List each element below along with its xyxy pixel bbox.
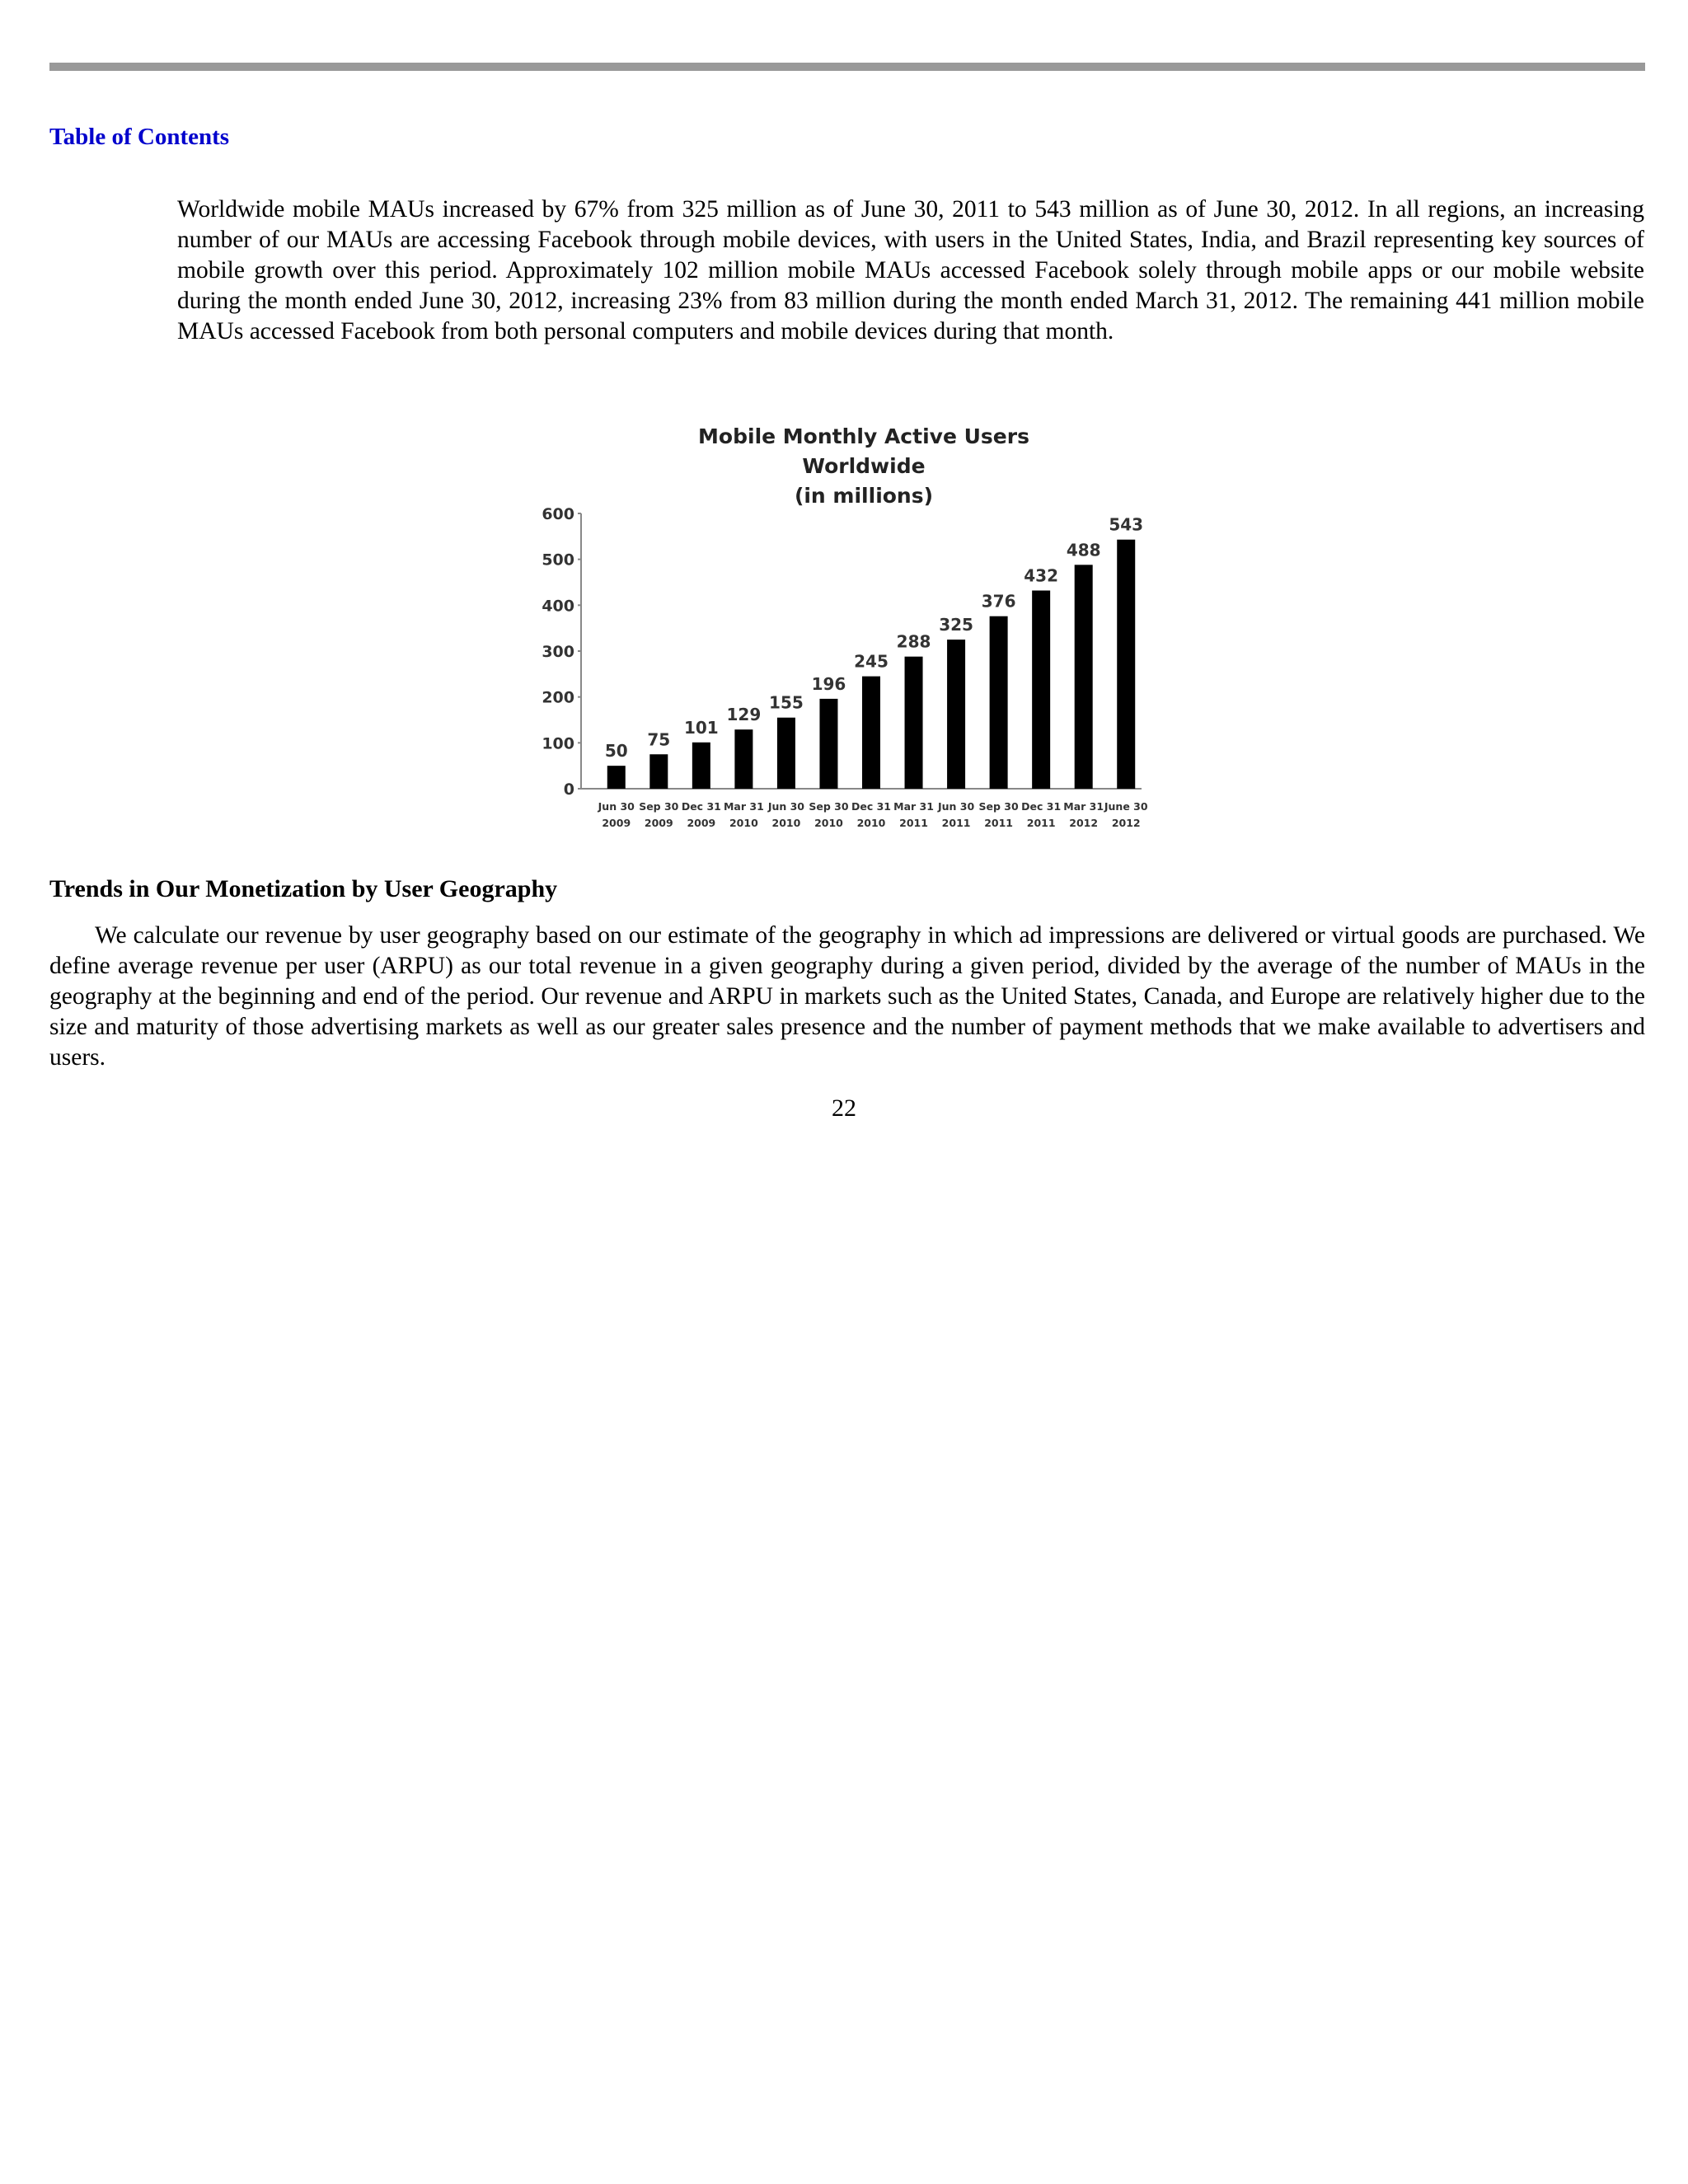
bar-value-label-6: 196 (811, 673, 846, 694)
mobile-mau-chart (528, 416, 1154, 845)
mobile-mau-bar-chart (528, 416, 1154, 845)
x-tick-label: 2012 (1111, 817, 1141, 829)
bar-value-label-3: 101 (683, 717, 719, 738)
bar-9 (947, 640, 965, 789)
bar-6 (819, 699, 837, 789)
table-of-contents-link[interactable]: Table of Contents (49, 124, 230, 150)
bar-5 (777, 718, 795, 789)
x-tick-label: Jun 30 (767, 800, 805, 813)
top-rule (49, 63, 1645, 71)
x-tick-label: 2010 (771, 817, 801, 829)
x-tick-label: 2009 (687, 817, 716, 829)
bar-1 (607, 766, 626, 789)
x-tick-label: 2011 (1026, 817, 1056, 829)
x-tick-label: 2010 (729, 817, 758, 829)
x-tick-label: Mar 31 (723, 800, 764, 813)
chart-title-line-2: Worldwide (802, 454, 926, 478)
x-tick-label: 2009 (602, 817, 631, 829)
bar-value-label-12: 488 (1066, 540, 1101, 560)
monetization-paragraph: We calculate our revenue by user geography based on our estimate of the geography in which ad impressions are delivered or virtual goods are purchased. We define average revenue per user (ARPU) as our total revenue in a given geography during a given period, divided by the average of the number of MAUs in the geography at the beginning and end of the period. Our revenue and ARPU in markets such as the United States, Canada, and Europe are relatively higher due to the size and maturity of those advertising markets as well as our greater sales presence and the number of payment methods that we make available to advertisers and users. (49, 922, 1645, 1071)
x-tick-label: Sep 30 (978, 800, 1019, 813)
x-tick-label: June 30 (1104, 800, 1148, 813)
x-tick-label: Dec 31 (851, 800, 892, 813)
chart-title (698, 424, 1029, 508)
x-tick-label: Jun 30 (598, 800, 635, 813)
bar-8 (905, 657, 923, 789)
bar-value-label-1: 50 (604, 741, 628, 762)
bar-10 (990, 616, 1008, 789)
x-tick-label: 2011 (941, 817, 971, 829)
y-tick-label: 300 (542, 643, 574, 661)
bar-2 (649, 754, 668, 789)
chart-title-line-1: Mobile Monthly Active Users (698, 424, 1029, 448)
page-number: 22 (832, 1094, 856, 1122)
y-tick-label: 200 (542, 688, 574, 707)
y-axis (542, 505, 581, 799)
x-tick-label: Mar 31 (1063, 800, 1104, 813)
x-tick-label: Sep 30 (639, 800, 679, 813)
bar-value-label-5: 155 (769, 692, 804, 713)
x-tick-label: 2012 (1069, 817, 1099, 829)
y-tick-label: 600 (542, 505, 574, 523)
bar-value-label-8: 288 (896, 631, 931, 652)
bar-value-label-2: 75 (647, 729, 671, 750)
y-tick-label: 100 (542, 734, 574, 753)
x-tick-label: Jun 30 (937, 800, 975, 813)
x-tick-label: Mar 31 (893, 800, 934, 813)
mobile-maus-paragraph: Worldwide mobile MAUs increased by 67% from 325 million as of June 30, 2011 to 543 million as of June 30, 2012. In all regions, an increasing number of our MAUs are accessing Facebook through mobile devices, with users in the United States, India, and Brazil representing key sources of mobile growth over this period. Approximately 102 million mobile MAUs accessed Facebook solely through mobile apps or our mobile website during the month ended June 30, 2012, increasing 23% from 83 million during the month ended March 31, 2012. The remaining 441 million mobile MAUs accessed Facebook from both personal computers and mobile devices during that month. (177, 196, 1644, 344)
chart-title-line-3: (in millions) (794, 484, 934, 508)
x-tick-label: 2009 (644, 817, 673, 829)
bar-value-label-9: 325 (939, 615, 973, 635)
bar-7 (862, 677, 880, 789)
x-tick-label: 2011 (899, 817, 928, 829)
x-tick-label: 2010 (814, 817, 843, 829)
bar-13 (1117, 540, 1135, 789)
x-tick-label: 2010 (856, 817, 886, 829)
bar-value-label-13: 543 (1109, 514, 1144, 535)
x-tick-label: Dec 31 (681, 800, 721, 813)
x-axis (581, 789, 1148, 829)
y-tick-label: 500 (542, 551, 574, 569)
y-tick-label: 400 (542, 597, 574, 616)
section-heading-monetization: Trends in Our Monetization by User Geography (49, 875, 558, 902)
bar-value-label-7: 245 (854, 651, 889, 672)
y-tick-label: 0 (563, 780, 574, 799)
bar-value-label-4: 129 (726, 705, 762, 725)
bar-12 (1075, 565, 1093, 789)
bar-4 (734, 729, 753, 789)
bar-value-label-11: 432 (1024, 565, 1059, 586)
bar-value-label-10: 376 (981, 591, 1016, 612)
x-tick-label: Dec 31 (1021, 800, 1062, 813)
x-tick-label: 2011 (984, 817, 1014, 829)
x-tick-label: Sep 30 (809, 800, 849, 813)
bar-11 (1032, 591, 1050, 789)
bar-3 (692, 743, 710, 789)
